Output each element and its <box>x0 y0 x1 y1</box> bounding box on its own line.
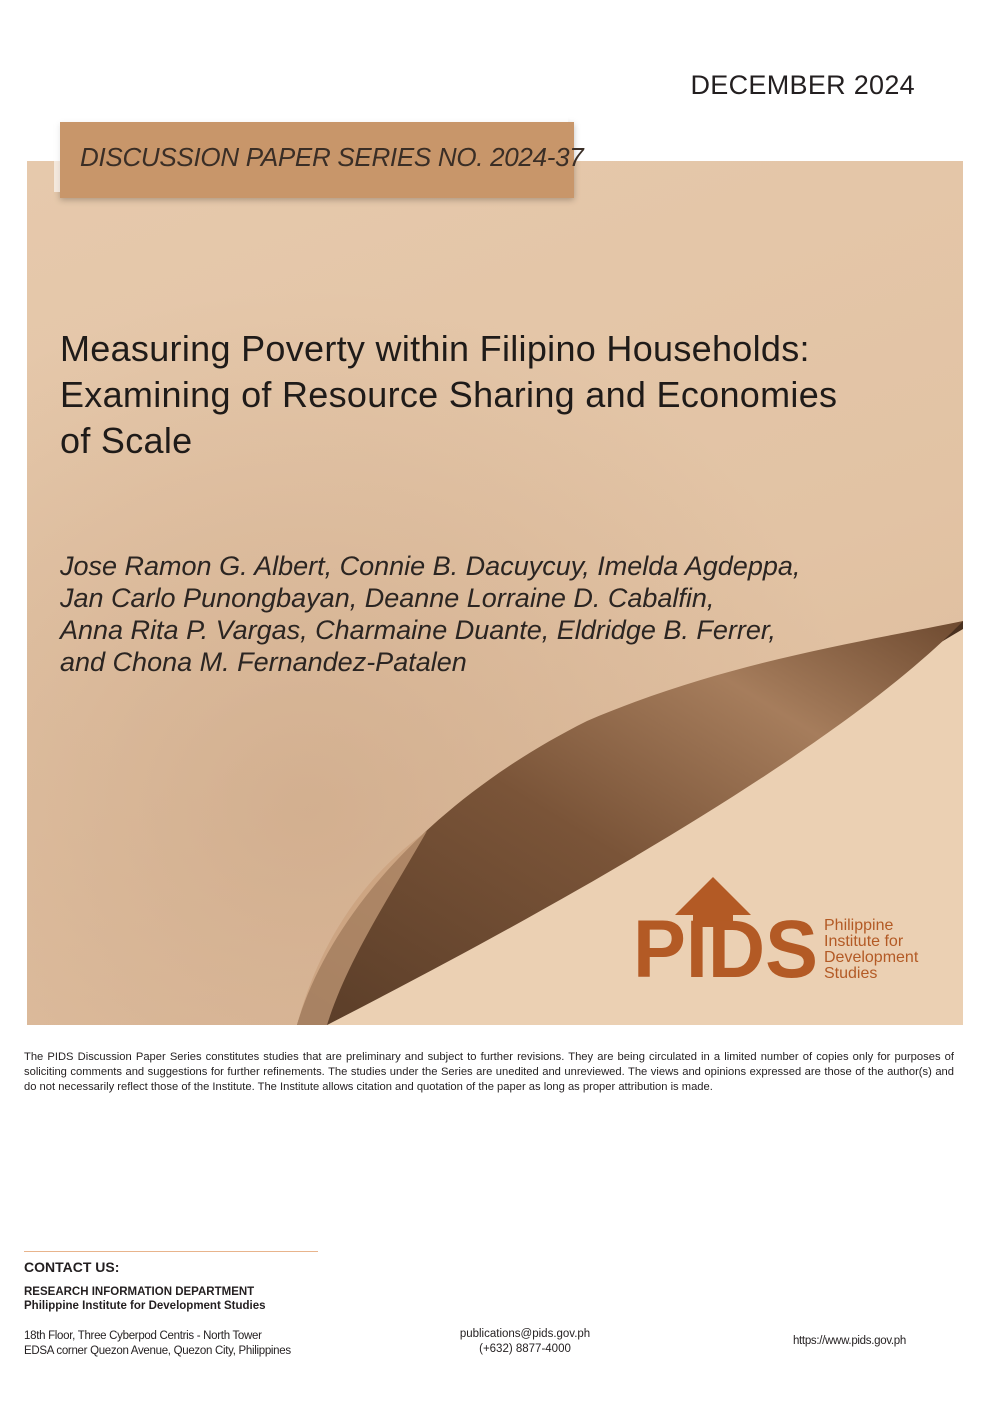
author-line: Jan Carlo Punongbayan, Deanne Lorraine D. Cabalfin, <box>60 583 715 613</box>
paper-title <box>60 326 940 464</box>
institute-name: Philippine Institute for Development Studies <box>24 1300 266 1312</box>
contact-phone: (+632) 8877-4000 <box>479 1343 571 1355</box>
title-line: Examining of Resource Sharing and Economies <box>60 374 838 415</box>
logo-acronym: PIDS <box>633 904 818 981</box>
logo-name-line: Philippine <box>824 917 894 934</box>
author-line: Anna Rita P. Vargas, Charmaine Duante, Eldridge B. Ferrer, <box>60 615 776 645</box>
logo-name-line: Development <box>824 949 919 966</box>
department-block <box>24 1285 266 1313</box>
logo-name-line: Studies <box>824 965 878 982</box>
email-phone-block <box>440 1327 610 1357</box>
address-line: EDSA corner Quezon Avenue, Quezon City, Philippines <box>24 1345 291 1357</box>
author-line: and Chona M. Fernandez-Patalen <box>60 647 467 677</box>
author-line: Jose Ramon G. Albert, Connie B. Dacuycuy, Imelda Agdeppa, <box>60 551 801 581</box>
author-list <box>60 550 940 678</box>
series-number: DISCUSSION PAPER SERIES NO. 2024-37 <box>80 142 584 172</box>
series-banner <box>60 122 584 198</box>
department-name: RESEARCH INFORMATION DEPARTMENT <box>24 1286 255 1298</box>
address-block <box>24 1329 291 1359</box>
contact-email-link[interactable]: publications@pids.gov.ph <box>459 1328 591 1340</box>
publication-date: DECEMBER 2024 <box>690 70 915 100</box>
contact-heading: CONTACT US: <box>24 1259 120 1275</box>
logo-name-line: Institute for <box>824 933 904 950</box>
address-line: 18th Floor, Three Cyberpod Centris - North Tower <box>24 1330 262 1342</box>
logo-institute-name <box>824 918 918 982</box>
website-link[interactable]: https://www.pids.gov.ph <box>792 1335 906 1347</box>
title-line: of Scale <box>60 420 193 461</box>
title-line: Measuring Poverty within Filipino Households: <box>60 328 810 369</box>
contact-divider <box>24 1251 318 1252</box>
disclaimer-text: The PIDS Discussion Paper Series constitutes studies that are preliminary and subject to further revisions. They are being circulated in a limited number of copies only for purposes of soliciting comments and suggestions for further refinements. The studies under the Series are unedited and unreviewed. The views and opinions expressed are those of the author(s) and do not necessarily reflect those of the Institute. The Institute allows citation and quotation of the paper as long as proper attribution is made. <box>24 1051 954 1093</box>
